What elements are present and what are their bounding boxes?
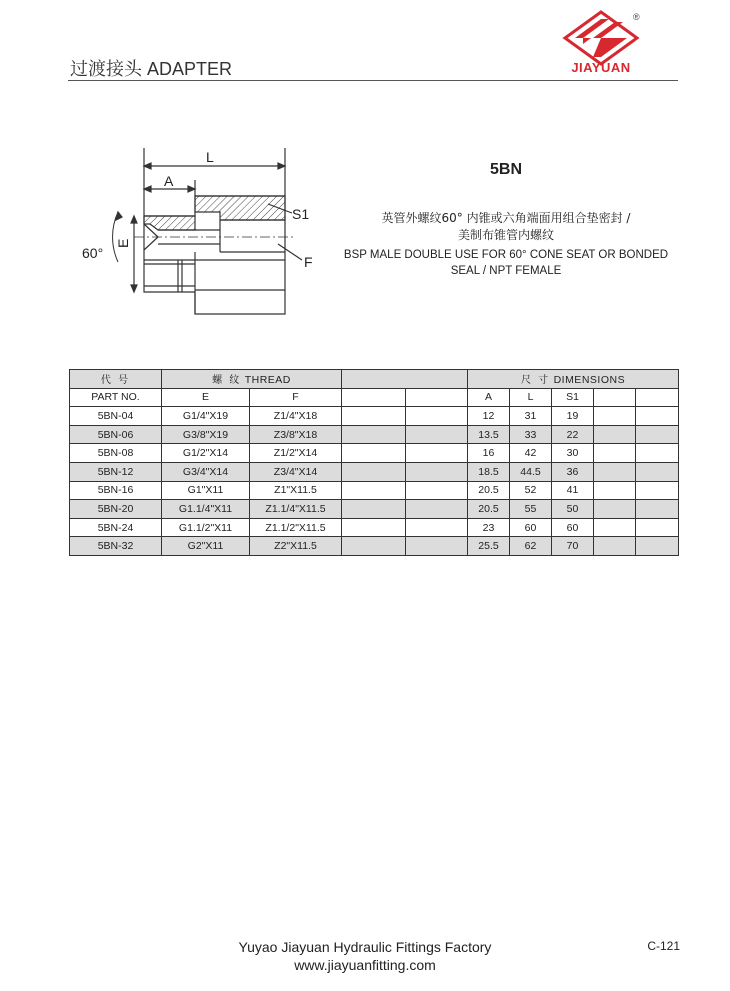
page-title: 过渡接头 ADAPTER — [70, 59, 233, 79]
cell-blank — [406, 481, 468, 500]
cell-blank — [406, 462, 468, 481]
table-row — [70, 537, 679, 556]
cell-s1: 50 — [552, 500, 594, 519]
spec-table — [69, 369, 679, 556]
cell-s1: 41 — [552, 481, 594, 500]
cell-f: Z1/2"X14 — [250, 444, 342, 463]
cell-a: 20.5 — [468, 481, 510, 500]
cell-blank — [342, 462, 406, 481]
cell-blank — [636, 425, 679, 444]
label-S1: S1 — [292, 206, 310, 222]
cell-s1: 30 — [552, 444, 594, 463]
cell-part: 5BN-16 — [70, 481, 162, 500]
table-row — [70, 462, 679, 481]
cell-l: 62 — [510, 537, 552, 556]
cell-blank — [594, 444, 636, 463]
cell-s1: 22 — [552, 425, 594, 444]
cell-blank — [342, 407, 406, 426]
label-L: L — [206, 149, 214, 165]
table-body — [70, 407, 679, 556]
cell-blank — [406, 537, 468, 556]
cell-f: Z1.1/4"X11.5 — [250, 500, 342, 519]
header-thread — [162, 370, 342, 389]
table-header-row-2 — [70, 388, 679, 407]
cell-l: 31 — [510, 407, 552, 426]
footer-company: Yuyao Jiayuan Hydraulic Fittings Factory — [238, 939, 492, 955]
header-blank-a — [342, 388, 406, 407]
cell-blank — [342, 537, 406, 556]
adapter-drawing — [78, 140, 328, 320]
part-code: 5BN — [489, 161, 522, 178]
cell-blank — [342, 518, 406, 537]
description-en-line1: BSP MALE DOUBLE USE FOR 60° CONE SEAT OR BONDED — [343, 249, 669, 261]
header-blank-1 — [342, 370, 468, 389]
label-A: A — [164, 173, 174, 189]
table-row — [70, 500, 679, 519]
cell-l: 44.5 — [510, 462, 552, 481]
cell-blank — [406, 407, 468, 426]
cell-part: 5BN-08 — [70, 444, 162, 463]
table-row — [70, 481, 679, 500]
cell-part: 5BN-06 — [70, 425, 162, 444]
table-header-row-1 — [70, 370, 679, 389]
cell-part: 5BN-32 — [70, 537, 162, 556]
cell-blank — [406, 500, 468, 519]
header-part-cn: 代 号 — [70, 370, 162, 389]
cell-e: G3/4"X14 — [162, 462, 250, 481]
cell-part: 5BN-04 — [70, 407, 162, 426]
cell-a: 12 — [468, 407, 510, 426]
cell-blank — [636, 462, 679, 481]
cell-e: G1.1/4"X11 — [162, 500, 250, 519]
cell-a: 18.5 — [468, 462, 510, 481]
cell-a: 20.5 — [468, 500, 510, 519]
cell-blank — [636, 444, 679, 463]
table-row — [70, 407, 679, 426]
cell-e: G2"X11 — [162, 537, 250, 556]
cell-f: Z3/8"X18 — [250, 425, 342, 444]
cell-f: Z2"X11.5 — [250, 537, 342, 556]
cell-l: 52 — [510, 481, 552, 500]
table-row — [70, 425, 679, 444]
header-a: A — [468, 388, 510, 407]
header-l: L — [510, 388, 552, 407]
header-divider — [68, 80, 678, 81]
table-row — [70, 518, 679, 537]
cell-s1: 60 — [552, 518, 594, 537]
cell-blank — [342, 425, 406, 444]
cell-s1: 36 — [552, 462, 594, 481]
cell-a: 23 — [468, 518, 510, 537]
cell-blank — [594, 462, 636, 481]
cell-e: G3/8"X19 — [162, 425, 250, 444]
header-part-en: PART NO. — [70, 388, 162, 407]
page-number: C-121 — [647, 939, 680, 953]
cell-blank — [342, 444, 406, 463]
cell-blank — [594, 537, 636, 556]
cell-blank — [636, 500, 679, 519]
description-cn-line2: 美制布锥管内螺纹 — [457, 228, 554, 242]
cell-blank — [406, 425, 468, 444]
cell-blank — [636, 481, 679, 500]
cell-blank — [594, 481, 636, 500]
cell-f: Z1"X11.5 — [250, 481, 342, 500]
description-cn-line1: 英管外螺纹60° 内锥或六角端面用组合垫密封 / — [381, 211, 631, 225]
cell-l: 60 — [510, 518, 552, 537]
header-thread-en: THREAD — [244, 374, 291, 387]
cell-l: 55 — [510, 500, 552, 519]
cell-blank — [342, 500, 406, 519]
header-e: E — [162, 388, 250, 407]
header-s1: S1 — [552, 388, 594, 407]
cell-a: 16 — [468, 444, 510, 463]
header-blank-c — [594, 388, 636, 407]
cell-e: G1.1/2"X11 — [162, 518, 250, 537]
cell-part: 5BN-24 — [70, 518, 162, 537]
header-dimensions — [468, 370, 679, 389]
header-f: F — [250, 388, 342, 407]
header-blank-d — [636, 388, 679, 407]
label-E: E — [115, 238, 131, 248]
registered-mark: ® — [633, 12, 640, 22]
cell-f: Z1.1/2"X11.5 — [250, 518, 342, 537]
cell-s1: 19 — [552, 407, 594, 426]
cell-a: 25.5 — [468, 537, 510, 556]
footer-url: www.jiayuanfitting.com — [294, 957, 436, 973]
cell-blank — [636, 518, 679, 537]
cell-blank — [594, 518, 636, 537]
table-row — [70, 444, 679, 463]
header-blank-b — [406, 388, 468, 407]
description-en-line2: SEAL / NPT FEMALE — [450, 265, 562, 277]
cell-blank — [406, 444, 468, 463]
header-thread-cn: 螺 纹 — [212, 375, 242, 387]
logo-text: JIAYUAN — [571, 60, 631, 75]
cell-blank — [594, 425, 636, 444]
cell-e: G1"X11 — [162, 481, 250, 500]
cell-e: G1/4"X19 — [162, 407, 250, 426]
header-dim-en: DIMENSIONS — [553, 374, 626, 387]
header-dim-cn: 尺 寸 — [520, 375, 551, 387]
cell-part: 5BN-12 — [70, 462, 162, 481]
label-angle: 60° — [82, 245, 104, 261]
cell-blank — [406, 518, 468, 537]
cell-e: G1/2"X14 — [162, 444, 250, 463]
cell-part: 5BN-20 — [70, 500, 162, 519]
cell-s1: 70 — [552, 537, 594, 556]
cell-blank — [594, 500, 636, 519]
cell-blank — [636, 537, 679, 556]
cell-a: 13.5 — [468, 425, 510, 444]
cell-blank — [342, 481, 406, 500]
label-F: F — [304, 254, 313, 270]
cell-f: Z1/4"X18 — [250, 407, 342, 426]
cell-l: 33 — [510, 425, 552, 444]
cell-f: Z3/4"X14 — [250, 462, 342, 481]
cell-blank — [594, 407, 636, 426]
cell-blank — [636, 407, 679, 426]
cell-l: 42 — [510, 444, 552, 463]
